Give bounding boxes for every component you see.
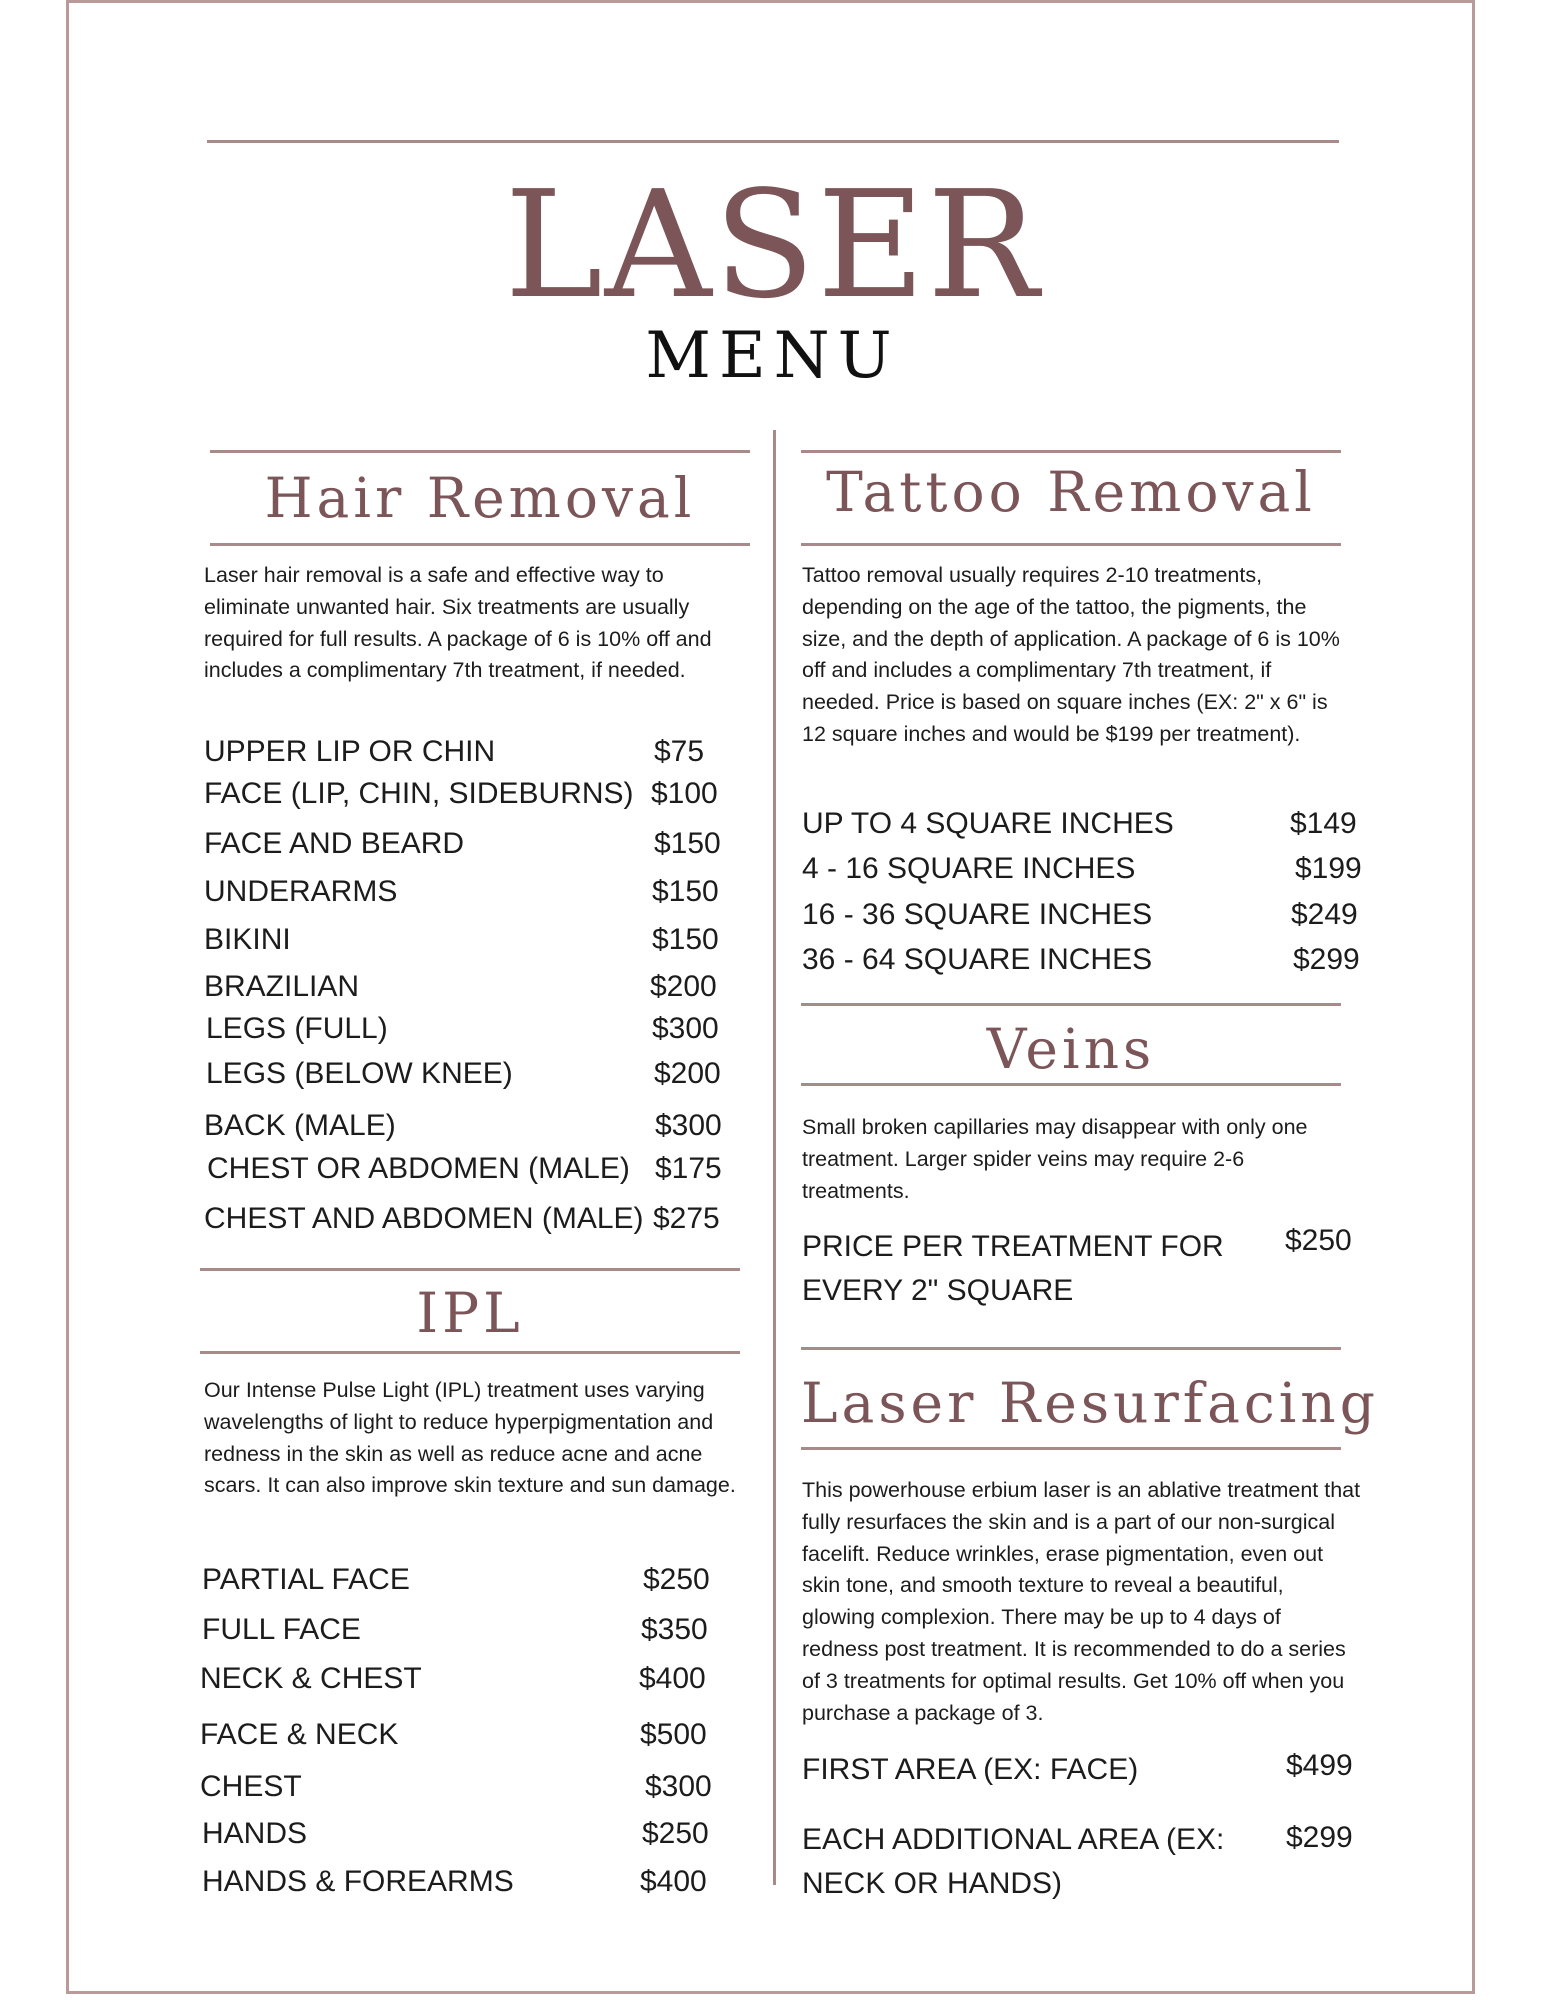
list-item-price: $250 [1285, 1224, 1352, 1257]
list-item-price: $250 [642, 1817, 709, 1850]
list-item-name: HANDS & FOREARMS [202, 1865, 514, 1898]
list-item-price: $200 [650, 970, 717, 1003]
hair-removal-bottom-rule [210, 543, 750, 546]
page-title: LASER [504, 159, 1041, 331]
list-item-price: $299 [1293, 943, 1360, 976]
list-item-name: NECK & CHEST [200, 1662, 422, 1695]
header-top-rule [207, 140, 1339, 143]
tattoo-removal-description: Tattoo removal usually requires 2-10 treatments, depending on the age of the tattoo, the pigments, the size, and the depth of application. A package of 6 is 10% off and includes a complimentary 7th treatment, if needed. Price is based on square inches (EX: 2" x 6" is 12 square inches and would be $199 per treatment). [802, 563, 1340, 746]
list-item-price: $150 [654, 827, 721, 860]
laser-resurfacing-description: This powerhouse erbium laser is an ablative treatment that fully resurfaces the skin and is a part of our non-surgical facelift. Reduce wrinkles, erase pigmentation, even out skin tone, and smooth texture to reveal a beautiful, glowing complexion. There may be up to 4 days of redness post treatment. It is recommended to do a series of 3 treatments for optimal results. Get 10% off when you purchase a package of 3. [802, 1478, 1361, 1725]
list-item-name: UPPER LIP OR CHIN [204, 735, 496, 768]
list-item-price: $150 [652, 875, 719, 908]
list-item-name: LEGS (BELOW KNEE) [206, 1057, 513, 1090]
veins-bottom-rule [801, 1083, 1341, 1086]
veins-description: Small broken capillaries may disappear with only one treatment. Larger spider veins may require 2-6 treatments. [802, 1115, 1308, 1203]
list-item-price: $500 [640, 1718, 707, 1751]
page-subtitle: MENU [645, 319, 900, 393]
list-item-name: FACE (LIP, CHIN, SIDEBURNS) [204, 777, 634, 810]
list-item-price: $300 [645, 1770, 712, 1803]
list-item-name: BRAZILIAN [204, 970, 360, 1003]
list-item-price: $275 [653, 1202, 720, 1235]
hair-removal-heading: Hair Removal [264, 466, 696, 530]
list-item-name: HANDS [202, 1817, 308, 1850]
list-item-price: $400 [639, 1662, 706, 1695]
hair-removal-top-rule [210, 450, 750, 453]
list-item-name: CHEST [200, 1770, 302, 1803]
ipl-heading: IPL [416, 1281, 524, 1345]
veins-top-rule [801, 1003, 1341, 1006]
list-item-price: $300 [652, 1012, 719, 1045]
list-item-price: $100 [651, 777, 718, 810]
veins-heading: Veins [986, 1017, 1156, 1081]
ipl-top-rule [200, 1268, 740, 1271]
list-item-price: $200 [654, 1057, 721, 1090]
list-item-name: CHEST AND ABDOMEN (MALE) [204, 1202, 644, 1235]
list-item-price: $249 [1291, 898, 1358, 931]
tattoo-removal-heading: Tattoo Removal [826, 460, 1316, 524]
list-item-price: $300 [655, 1109, 722, 1142]
laser-resurfacing-bottom-rule [801, 1447, 1341, 1450]
list-item-price: $150 [652, 923, 719, 956]
list-item-price: $350 [641, 1613, 708, 1646]
list-item-name: 16 - 36 SQUARE INCHES [802, 898, 1153, 931]
list-item-price: $149 [1290, 807, 1357, 840]
list-item-name: FIRST AREA (EX: FACE) [802, 1753, 1139, 1786]
list-item-price: $499 [1286, 1749, 1353, 1782]
tattoo-removal-top-rule [801, 450, 1341, 453]
list-item-name: UNDERARMS [204, 875, 398, 908]
list-item-name: FACE & NECK [200, 1718, 399, 1751]
laser-resurfacing-top-rule [801, 1347, 1341, 1350]
ipl-description: Our Intense Pulse Light (IPL) treatment uses varying wavelengths of light to reduce hyperpigmentation and redness in the skin as well as reduce acne and acne scars. It can also improve skin texture and sun damage. [204, 1378, 736, 1498]
list-item-price: $175 [655, 1152, 722, 1185]
list-item-price: $400 [640, 1865, 707, 1898]
list-item-name: FULL FACE [202, 1613, 361, 1646]
list-item-name: EACH ADDITIONAL AREA (EX: NECK OR HANDS) [802, 1823, 1225, 1900]
list-item-name: LEGS (FULL) [206, 1012, 388, 1045]
list-item-name: PRICE PER TREATMENT FOR EVERY 2" SQUARE [802, 1230, 1224, 1307]
ipl-bottom-rule [200, 1351, 740, 1354]
list-item-name: BIKINI [204, 923, 291, 956]
list-item-name: FACE AND BEARD [204, 827, 465, 860]
hair-removal-description: Laser hair removal is a safe and effective way to eliminate unwanted hair. Six treatments are usually required for full results. A package of 6 is 10% off and includes a complimentary 7th treatment, if needed. [204, 563, 712, 683]
list-item-name: UP TO 4 SQUARE INCHES [802, 807, 1174, 840]
column-divider [773, 430, 776, 1885]
laser-resurfacing-heading: Laser Resurfacing [801, 1371, 1379, 1435]
list-item-price: $75 [654, 735, 705, 768]
list-item-price: $199 [1295, 852, 1362, 885]
list-item-name: CHEST OR ABDOMEN (MALE) [207, 1152, 630, 1185]
list-item-price: $250 [643, 1563, 710, 1596]
list-item-name: 4 - 16 SQUARE INCHES [802, 852, 1136, 885]
list-item-name: 36 - 64 SQUARE INCHES [802, 943, 1153, 976]
list-item-name: BACK (MALE) [204, 1109, 396, 1142]
list-item-price: $299 [1286, 1821, 1353, 1854]
list-item-name: PARTIAL FACE [202, 1563, 410, 1596]
tattoo-removal-bottom-rule [801, 543, 1341, 546]
